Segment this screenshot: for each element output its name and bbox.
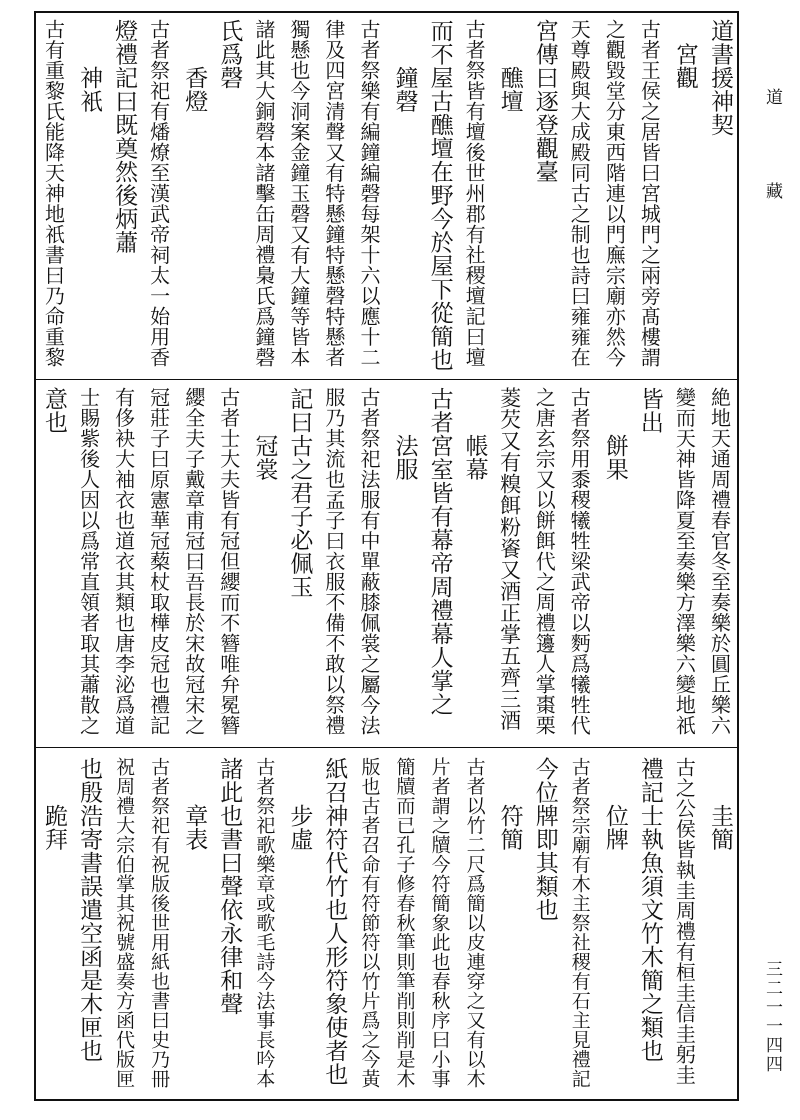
text-column bbox=[356, 757, 382, 1095]
text-column bbox=[636, 19, 662, 375]
column-text: 位牌 bbox=[601, 757, 628, 851]
column-text: 諸此也書曰聲依永律和聲 bbox=[216, 757, 243, 1016]
column-text: 冠莊子曰原憲華冠蔾杖取樺皮冠也禮記 bbox=[146, 387, 171, 736]
text-column bbox=[286, 757, 312, 1095]
column-text: 纓全夫子戴章甫冠曰吾長於宋故冠宋之 bbox=[181, 387, 206, 736]
text-column bbox=[601, 387, 627, 743]
column-text: 變而天神皆降夏至奏樂方澤樂六變地祇 bbox=[672, 387, 697, 736]
column-text: 古者以竹二尺爲簡以皮連穿之又有以木 bbox=[463, 757, 486, 1089]
text-column bbox=[111, 19, 137, 375]
text-column bbox=[251, 757, 277, 1095]
text-column bbox=[181, 19, 207, 375]
column-text: 跪拜 bbox=[41, 757, 68, 851]
text-column bbox=[146, 757, 172, 1095]
text-column bbox=[251, 19, 277, 375]
column-text: 而不屋古醮壇在野今於屋下從簡也 bbox=[426, 19, 453, 372]
text-column bbox=[671, 387, 697, 743]
margin-page-number: 三二一一四四 bbox=[762, 960, 782, 1074]
column-text: 記曰古之君子必佩玉 bbox=[286, 387, 313, 599]
column-text: 燈禮記曰既奠然後炳蕭 bbox=[111, 19, 138, 254]
text-column bbox=[111, 757, 137, 1095]
text-column bbox=[356, 387, 382, 743]
text-column bbox=[461, 19, 487, 375]
text-column bbox=[426, 757, 452, 1095]
margin-label-dao: 道 bbox=[762, 88, 782, 105]
column-text: 版也古者召命有符節符以竹片爲之今黃 bbox=[358, 757, 381, 1089]
text-column bbox=[671, 757, 697, 1095]
column-text: 天尊殿與大成殿同古之制也詩曰雍雍在 bbox=[567, 19, 592, 368]
column-text: 古者宮室皆有幕帝周禮幕人掌之 bbox=[426, 387, 453, 716]
text-column bbox=[321, 19, 347, 375]
column-text: 有侈袂大袖衣也道衣其類也唐李泌爲道 bbox=[111, 387, 136, 736]
text-column bbox=[426, 19, 452, 375]
text-column bbox=[321, 757, 347, 1095]
text-column bbox=[706, 757, 732, 1095]
text-column bbox=[706, 19, 732, 375]
column-text: 古之公侯皆執圭周禮有桓圭信圭躬圭 bbox=[672, 757, 697, 1085]
column-text: 獨懸也今洞案金鐘玉磬又有大鐘等皆本 bbox=[286, 19, 311, 368]
text-column bbox=[216, 757, 242, 1095]
panel-middle bbox=[36, 387, 737, 743]
column-text: 古者祭宗廟有木主祭社稷有石主見禮記 bbox=[568, 757, 591, 1089]
column-text: 今位牌即其類也 bbox=[531, 757, 558, 922]
column-text: 神衹 bbox=[76, 19, 103, 113]
text-column bbox=[636, 757, 662, 1095]
text-column bbox=[531, 757, 557, 1095]
column-text: 古有重黎氏能降天神地祇書曰乃命重黎 bbox=[41, 19, 66, 368]
text-column bbox=[216, 387, 242, 743]
column-text: 之唐玄宗又以餅餌代之周禮籩人掌棗栗 bbox=[532, 387, 557, 736]
column-text: 法服 bbox=[391, 387, 418, 481]
column-text: 氏爲磬 bbox=[216, 19, 243, 90]
column-text: 古者祭祀法服有中單蔽膝佩裳之屬今法 bbox=[356, 387, 381, 736]
column-text: 帳幕 bbox=[461, 387, 488, 481]
column-text: 古者祭祀歌樂章或歌毛詩今法事長吟本 bbox=[253, 757, 276, 1089]
text-column bbox=[531, 19, 557, 375]
panel-top bbox=[36, 19, 737, 375]
column-text: 服乃其流也孟子曰衣服不備不敢以祭禮 bbox=[321, 387, 346, 736]
column-text: 符簡 bbox=[496, 757, 523, 851]
column-text: 古者祭祀有祝版後世用紙也書曰史乃冊 bbox=[148, 757, 171, 1089]
text-column bbox=[76, 757, 102, 1095]
text-column bbox=[41, 19, 67, 375]
panel-bottom bbox=[36, 757, 737, 1095]
text-column bbox=[496, 387, 522, 743]
text-column bbox=[391, 19, 417, 375]
text-column bbox=[146, 19, 172, 375]
text-column bbox=[461, 757, 487, 1095]
text-column bbox=[496, 757, 522, 1095]
column-text: 香燈 bbox=[181, 19, 208, 113]
text-column bbox=[426, 387, 452, 743]
text-column bbox=[636, 387, 662, 743]
column-text: 圭簡 bbox=[706, 757, 733, 851]
column-text: 古者祭祀有燔燎至漢武帝祠太一始用香 bbox=[146, 19, 171, 368]
column-text: 餅果 bbox=[601, 387, 628, 481]
column-text: 也殷浩寄書誤遣空函是木匣也 bbox=[76, 757, 103, 1063]
column-text: 古者士大夫皆有冠但纓而不簪唯弁冕簪 bbox=[216, 387, 241, 736]
column-text: 意也 bbox=[41, 387, 68, 434]
column-text: 冠裳 bbox=[251, 387, 278, 481]
column-text: 絶地天通周禮春官冬至奏樂於圓丘樂六 bbox=[707, 387, 732, 736]
text-column bbox=[76, 387, 102, 743]
column-text: 禮記士執魚須文竹木簡之類也 bbox=[636, 757, 663, 1063]
text-column bbox=[146, 387, 172, 743]
column-text: 宮觀 bbox=[671, 19, 698, 90]
text-column bbox=[251, 387, 277, 743]
panel-divider-2 bbox=[36, 747, 737, 748]
text-column bbox=[566, 757, 592, 1095]
text-column bbox=[111, 387, 137, 743]
text-column bbox=[321, 387, 347, 743]
column-text: 之觀毀堂分東西階連以門廡宗廟亦然今 bbox=[602, 19, 627, 368]
text-column bbox=[76, 19, 102, 375]
page-frame bbox=[34, 11, 739, 1101]
column-text: 片者謂之牘今符簡象此也春秋序曰小事 bbox=[428, 757, 451, 1089]
margin-label-zang: 藏 bbox=[762, 182, 782, 199]
column-text: 士賜紫後人因以爲常直領者取其蕭散之 bbox=[76, 387, 101, 736]
text-column bbox=[216, 19, 242, 375]
column-text: 諸此其大銅磬本諸擊缶周禮梟氏爲鐘磬 bbox=[251, 19, 276, 368]
column-text: 皆出 bbox=[636, 387, 663, 434]
text-column bbox=[391, 387, 417, 743]
text-column bbox=[286, 387, 312, 743]
column-text: 道書援神契 bbox=[706, 19, 733, 137]
text-column bbox=[706, 387, 732, 743]
text-column bbox=[181, 757, 207, 1095]
column-text: 步虛 bbox=[286, 757, 313, 851]
text-column bbox=[41, 387, 67, 743]
column-text: 宮傳曰逐登觀臺 bbox=[531, 19, 558, 184]
text-column bbox=[566, 387, 592, 743]
panel-divider-1 bbox=[36, 379, 737, 380]
text-column bbox=[496, 19, 522, 375]
column-text: 古者王侯之居皆曰宮城門之兩旁髙樓謂 bbox=[637, 19, 662, 368]
column-text: 古者祭樂有編鐘編磬每架十六以應十二 bbox=[356, 19, 381, 368]
text-column bbox=[601, 19, 627, 375]
text-column bbox=[671, 19, 697, 375]
column-text: 簡牘而已孔子修春秋筆則筆削則削是木 bbox=[393, 757, 416, 1089]
column-text: 菱芡又有糗餌粉餈又酒正掌五齊三酒 bbox=[497, 387, 522, 731]
column-text: 紙召神符代竹也人形符象使者也 bbox=[321, 757, 348, 1086]
text-column bbox=[566, 19, 592, 375]
text-column bbox=[461, 387, 487, 743]
column-text: 祝周禮大宗伯掌其祝號盛奏方函代版匣 bbox=[113, 757, 136, 1089]
text-column bbox=[286, 19, 312, 375]
column-text: 古者祭皆有壇後世州郡有社稷壇記曰壇 bbox=[462, 19, 487, 368]
text-column bbox=[531, 387, 557, 743]
column-text: 古者祭用黍稷犧牲梁武帝以麪爲犧牲代 bbox=[567, 387, 592, 736]
text-column bbox=[181, 387, 207, 743]
text-column bbox=[391, 757, 417, 1095]
column-text: 醮壇 bbox=[496, 19, 523, 113]
column-text: 章表 bbox=[181, 757, 208, 851]
column-text: 鐘磬 bbox=[391, 19, 418, 113]
text-column bbox=[356, 19, 382, 375]
text-column bbox=[41, 757, 67, 1095]
text-column bbox=[601, 757, 627, 1095]
column-text: 律及四宮清聲又有特懸鐘特懸磬特懸者 bbox=[321, 19, 346, 368]
